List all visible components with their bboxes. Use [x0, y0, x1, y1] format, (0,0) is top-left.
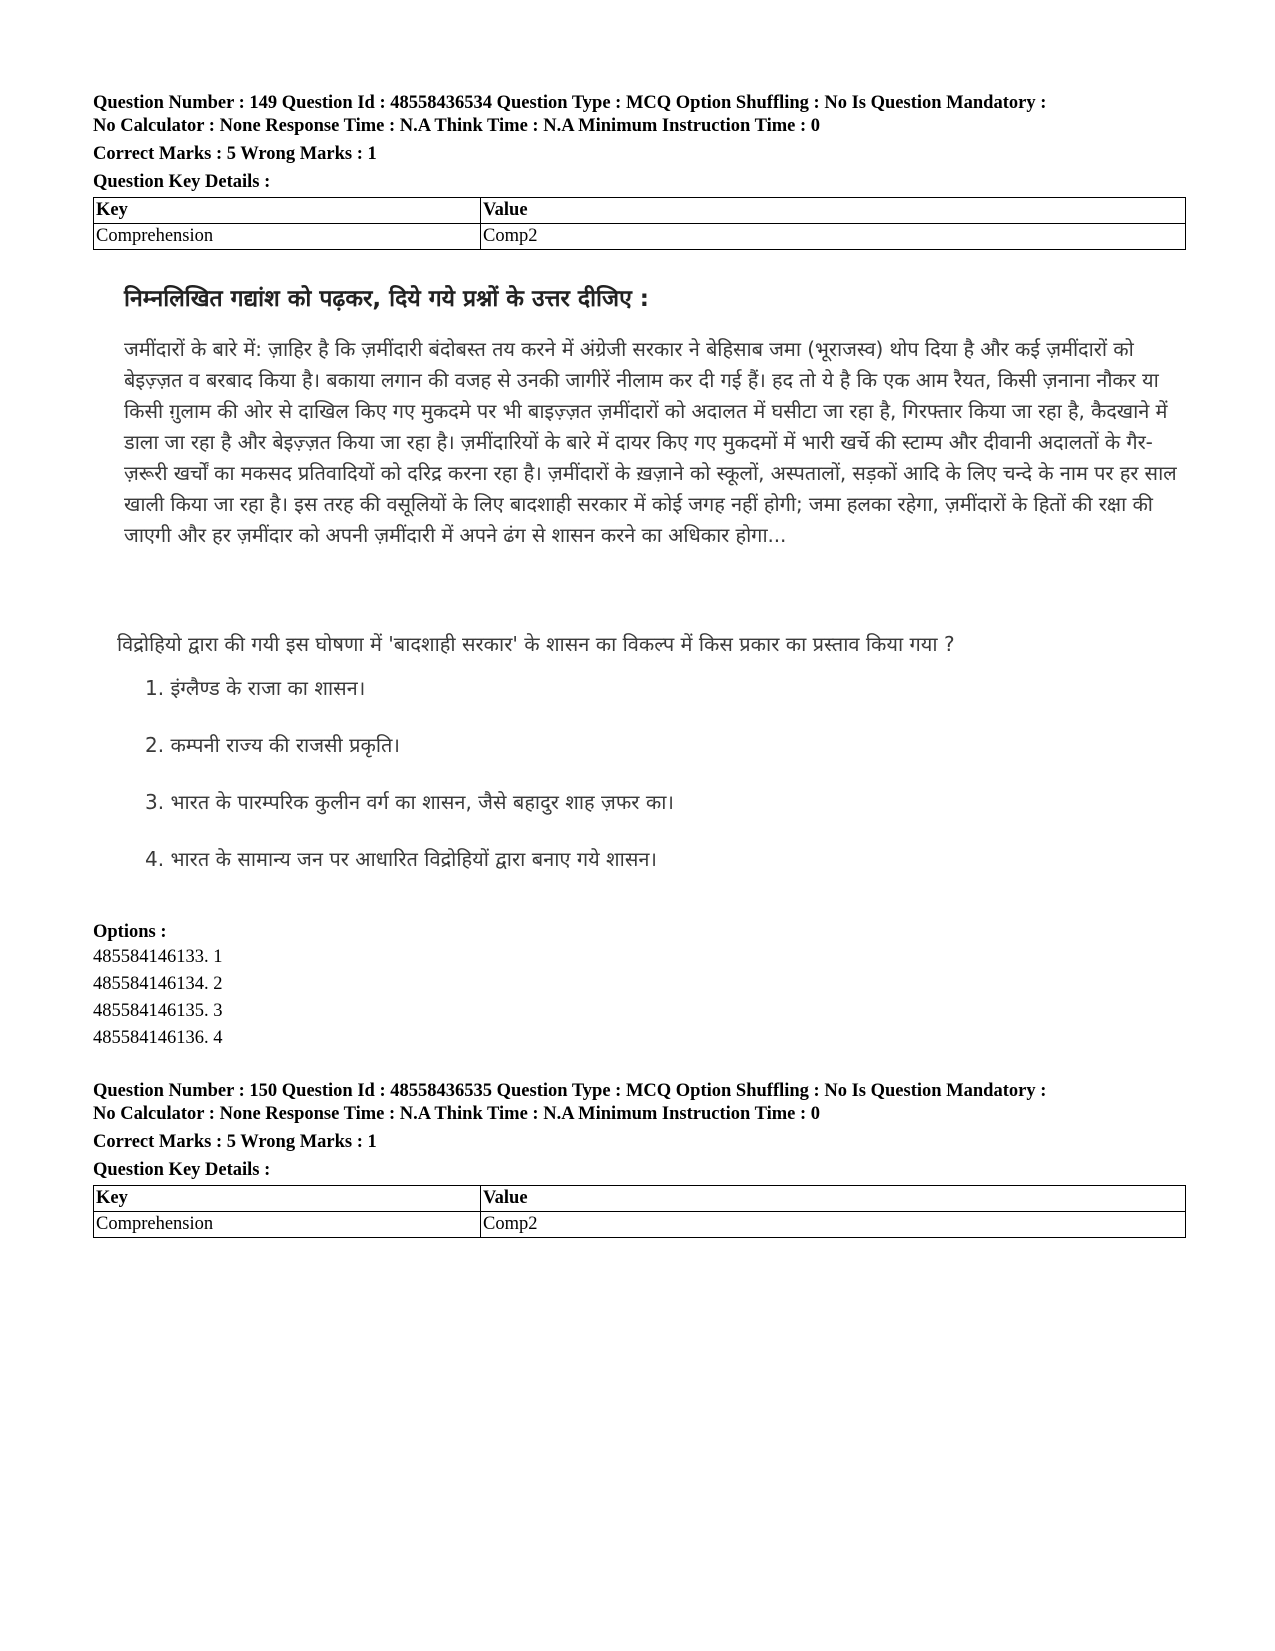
table-header-row — [94, 1186, 1186, 1212]
question-meta-line2: No Calculator : None Response Time : N.A Think Time : N.A Minimum Instruction Time : 0 — [93, 116, 821, 136]
value-cell: Comp2 — [481, 224, 1186, 250]
choice-list — [145, 673, 1181, 901]
question-image-block — [117, 284, 1181, 901]
choice-item: 1. इंग्लैण्ड के राजा का शासन। — [145, 676, 366, 700]
document-page — [93, 92, 1186, 1238]
key-details-label: Question Key Details : — [93, 1160, 271, 1180]
passage-text: जमींदारों के बारे में: ज़ाहिर है कि ज़मींदारी बंदोबस्त तय करने में अंग्रेजी सरकार ने बेहिसाब जमा (भूराजस्व) थोप दिया है और कई ज़मींदारों को बेइज़्ज़त व बरबाद किया है। बकाया लगान की वजह से उनकी जागीरें नीलाम कर दी गई हैं। हद तो ये है कि एक आम रैयत, किसी ज़नाना नौकर या किसी ग़ुलाम की ओर से दाखिल किए गए मुकदमे पर भी बाइज़्ज़त ज़मींदारों को अदालत में घसीटा जा रहा है, गिरफ्तार किया जा रहा है, कैदखाने में डाला जा रहा है और बेइज़्ज़त किया जा रहा है। ज़मींदारियों के बारे में दायर किए गए मुकदमों में भारी खर्चे की स्टाम्प और दीवानी अदालतों के गैर-ज़रूरी खर्चों का मकसद प्रतिवादियों को दरिद्र करना रहा है। ज़मींदारों के ख़ज़ाने को स्कूलों, अस्पतालों, सड़कों आदि के लिए चन्दे के नाम पर हर साल खाली किया जा रहा है। इस तरह की वसूलियों के लिए बादशाही सरकार में कोई जगह नहीं होगी; जमा हलका रहेगा, ज़मींदारों के हितों की रक्षा की जाएगी और हर ज़मींदार को अपनी ज़मींदारी में अपने ढंग से शासन करने का अधिकार होगा... — [124, 337, 1177, 547]
table-header-row — [94, 198, 1186, 224]
key-details-table — [93, 197, 1186, 250]
question-meta-line1: Question Number : 149 Question Id : 48558436534 Question Type : MCQ Option Shuffling : No Is Question Mandatory : — [93, 93, 1047, 113]
option-item: 485584146133. 1 — [93, 947, 223, 967]
question-text: विद्रोहियो द्वारा की गयी इस घोषणा में 'बादशाही सरकार' के शासन का विकल्प में किस प्रकार का प्रस्ताव किया गया ? — [117, 632, 955, 656]
key-header: Key — [94, 1186, 481, 1212]
key-cell: Comprehension — [94, 1212, 481, 1238]
option-item: 485584146135. 3 — [93, 1001, 223, 1021]
option-item: 485584146136. 4 — [93, 1028, 223, 1048]
option-item: 485584146134. 2 — [93, 974, 223, 994]
choice-item: 4. भारत के सामान्य जन पर आधारित विद्रोहियों द्वारा बनाए गये शासन। — [145, 847, 658, 871]
value-header: Value — [481, 198, 1186, 224]
question-150 — [93, 1080, 1186, 1238]
choice-item: 2. कम्पनी राज्य की राजसी प्रकृति। — [145, 733, 400, 757]
table-row — [94, 1212, 1186, 1238]
key-cell: Comprehension — [94, 224, 481, 250]
marks-line: Correct Marks : 5 Wrong Marks : 1 — [93, 144, 377, 164]
question-149 — [93, 92, 1186, 1052]
value-cell: Comp2 — [481, 1212, 1186, 1238]
key-details-table — [93, 1185, 1186, 1238]
key-details-label: Question Key Details : — [93, 172, 271, 192]
table-row — [94, 224, 1186, 250]
key-header: Key — [94, 198, 481, 224]
question-meta-line2: No Calculator : None Response Time : N.A Think Time : N.A Minimum Instruction Time : 0 — [93, 1104, 821, 1124]
options-label: Options : — [93, 922, 167, 942]
value-header: Value — [481, 1186, 1186, 1212]
passage-title: निम्नलिखित गद्यांश को पढ़कर, दिये गये प्रश्नों के उत्तर दीजिए : — [124, 286, 650, 312]
marks-line: Correct Marks : 5 Wrong Marks : 1 — [93, 1132, 377, 1152]
choice-item: 3. भारत के पारम्परिक कुलीन वर्ग का शासन, जैसे बहादुर शाह ज़फर का। — [145, 790, 674, 814]
question-meta-line1: Question Number : 150 Question Id : 48558436535 Question Type : MCQ Option Shuffling : No Is Question Mandatory : — [93, 1081, 1047, 1101]
